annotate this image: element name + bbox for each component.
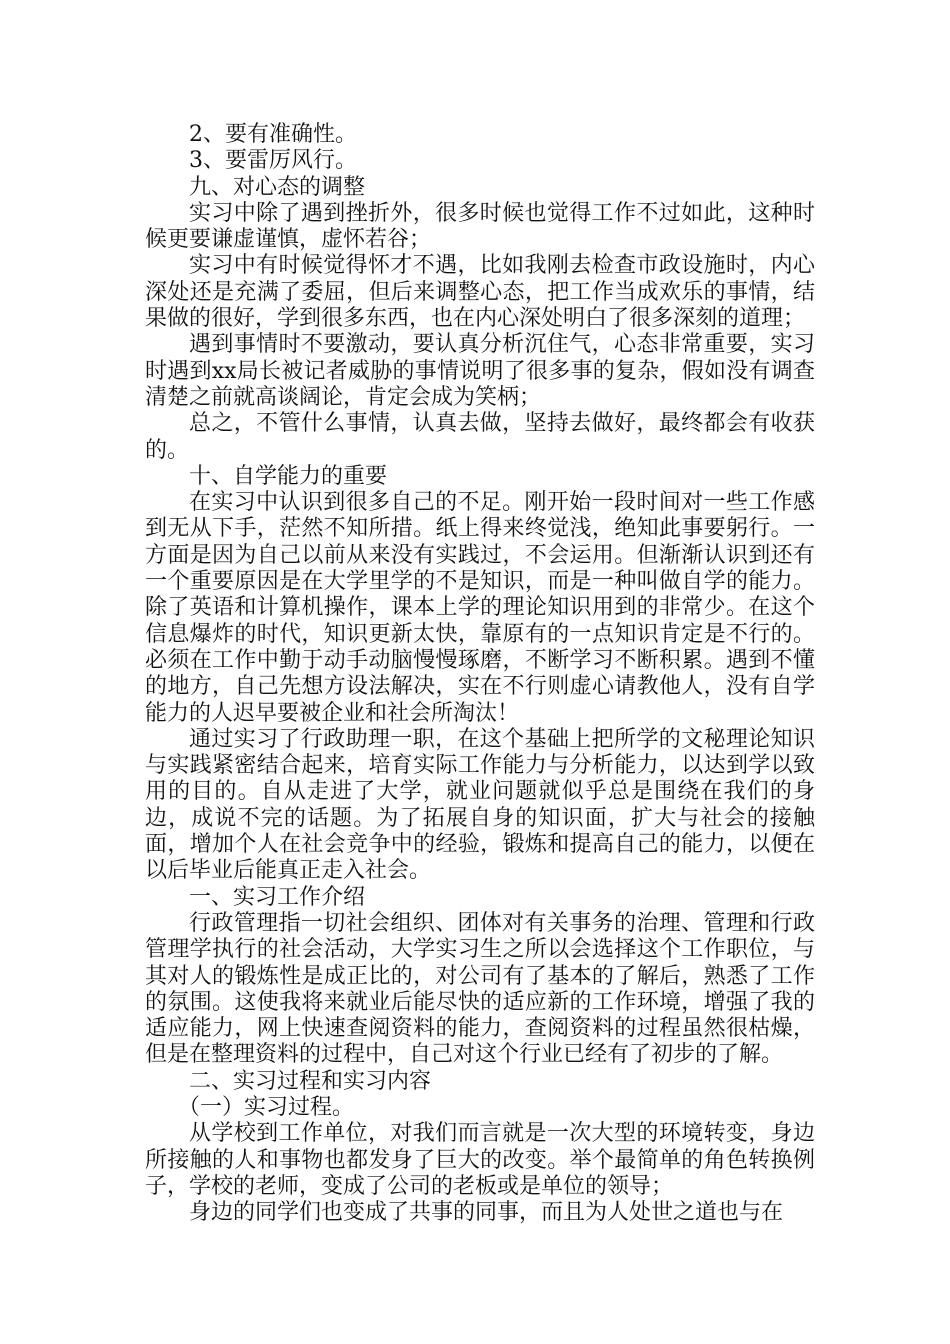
process-paragraph-1: 从学校到工作单位，对我们而言就是一次大型的环境转变，身边所接触的人和事物也都发身了巨大的改变。举个最简单的角色转换例子，学校的老师，变成了公司的老板或是单位的领导；	[145, 1121, 815, 1199]
summary-paragraph: 通过实习了行政助理一职，在这个基础上把所学的文秘理论知识与实践紧密结合起来，培育实际工作能力与分析能力，以达到学以致用的目的。自从走进了大学，就业问题就似乎总是围绕在我们的身边，成说不完的话题。为了拓展自身的知识面，扩大与社会的接触面，增加个人在社会竞争中的经验，锻炼和提高自己的能力，以便在以后毕业后能真正走入社会。	[145, 726, 815, 884]
mindset-paragraph-4: 总之，不管什么事情，认真去做，坚持去做好，最终都会有收获的。	[145, 411, 815, 463]
item-decisiveness: 3、要雷厉风行。	[189, 148, 357, 174]
section-nine-heading: 九、对心态的调整	[189, 174, 366, 200]
process-paragraph-2: 身边的同学们也变成了共事的同事，而且为人处世之道也与在	[189, 1200, 784, 1226]
mindset-paragraph-2: 实习中有时候觉得怀才不遇，比如我刚去检查市政设施时，内心深处还是充满了委屈，但后来调整心态，把工作当成欢乐的事情，结果做的很好，学到很多东西，也在内心深处明白了很多深刻的道理；	[145, 253, 815, 332]
mindset-paragraph-3: 遇到事情时不要激动，要认真分析沉住气，心态非常重要，实习时遇到xx局长被记者威胁的事情说明了很多事的复杂，假如没有调查清楚之前就高谈阔论，肯定会成为笑柄；	[145, 332, 815, 410]
subsection-one-heading: （一）实习过程。	[178, 1094, 355, 1120]
self-study-paragraph: 在实习中认识到很多自己的不足。刚开始一段时间对一些工作感到无从下手，茫然不知所措。纸上得来终觉浅，绝知此事要躬行。一方面是因为自己以前从来没有实践过，不会运用。但渐渐认识到还有一个重要原因是在大学里学的不是知识，而是一种叫做自学的能力。除了英语和计算机操作，课本上学的理论知识用到的非常少。在这个信息爆炸的时代，知识更新太快，靠原有的一点知识肯定是不行的。必须在工作中勤于动手动脑慢慢琢磨，不断学习不断积累。遇到不懂的地方，自己先想方设法解决，实在不行则虚心请教他人，没有自学能力的人迟早要被企业和社会所淘汰！	[145, 490, 815, 726]
work-intro-paragraph: 行政管理指一切社会组织、团体对有关事务的治理、管理和行政管理学执行的社会活动，大学实习生之所以会选择这个工作职位，与其对人的锻炼性是成正比的，对公司有了基本的了解后，熟悉了工作的氛围。这使我将来就业后能尽快的适应新的工作环境，增强了我的适应能力，网上快速查阅资料的能力，查阅资料的过程虽然很枯燥，但是在整理资料的过程中，自己对这个行业已经有了初步的了解。	[145, 910, 815, 1068]
mindset-paragraph-1: 实习中除了遇到挫折外，很多时候也觉得工作不过如此，这种时候更要谦虚谨慎，虚怀若谷；	[145, 200, 815, 253]
item-accuracy: 2、要有准确性。	[189, 122, 357, 147]
section-ten-heading: 十、自学能力的重要	[189, 463, 388, 489]
section-one-heading: 一、实习工作介绍	[189, 884, 366, 910]
document-body	[145, 122, 815, 1226]
section-two-heading: 二、实习过程和实习内容	[189, 1068, 432, 1094]
